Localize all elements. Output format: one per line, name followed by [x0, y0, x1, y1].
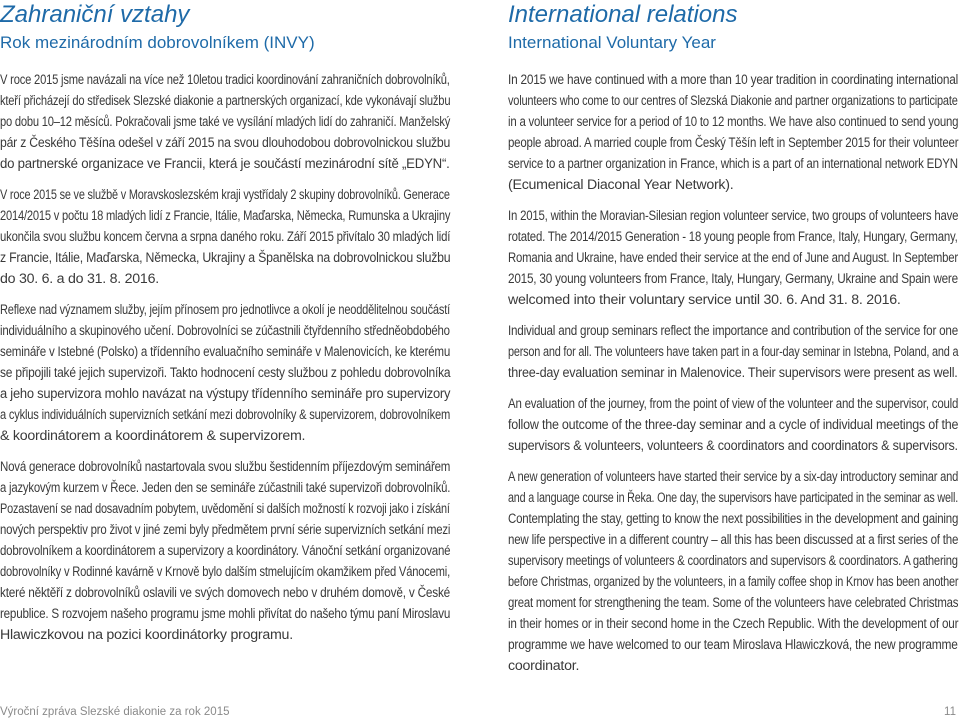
paragraph-line: person and for all. The volunteers have taken part in a four-day seminar in Istebna, Poland, and a [508, 344, 959, 360]
paragraph-line: V roce 2015 se ve službě v Moravskoslezském kraji vystřídaly 2 skupiny dobrovolníků. Generace [0, 187, 450, 203]
section-title-en: International relations [508, 1, 738, 28]
paragraph-line: kteří přicházejí do středisek Slezské diakonie a partnerských organizací, kde vykonávají službu [0, 93, 451, 109]
section-title-cz: Zahraniční vztahy [0, 1, 190, 28]
paragraph-line: before Christmas, organized by the volunteers, in a family coffee shop in Krnov has been another [508, 574, 959, 590]
paragraph-line: Reflexe nad významem služby, jejím přínosem pro jednotlivce a okolí je neoddělitelnou součástí [0, 302, 450, 318]
paragraph-line: 2014/2015 v počtu 18 mladých lidí z Francie, Itálie, Maďarska, Německa, Rumunska a Ukrajiny [0, 208, 451, 224]
paragraph-line: people abroad. A married couple from Český Těšín left in September 2015 for their volunteer [508, 135, 959, 151]
paragraph-line: In 2015 we have continued with a more than 10 year tradition in coordinating international [508, 72, 959, 88]
paragraph-line: do partnerské organizace ve Francii, která je součástí mezinárodní sítě „EDYN“. [0, 156, 450, 172]
paragraph-line: republice. S rozvojem našeho programu jsme mohli přivítat do našeho týmu paní Miroslavu [0, 606, 451, 622]
paragraph-line: po dobu 10–12 měsíců. Pokračovali jsme také ve vysílání mladých lidí do zahraničí. Manželský [0, 114, 451, 130]
paragraph-line: supervisors & volunteers, volunteers & coordinators and coordinators & supervisors. [508, 438, 958, 454]
paragraph-line: rotated. The 2014/2015 Generation - 18 young people from France, Italy, Hungary, Germany, [508, 229, 958, 245]
paragraph-line: Hlawiczkovou na pozici koordinátorky programu. [0, 627, 293, 643]
paragraph-line: 2015, 30 young volunteers from France, Italy, Hungary, Germany, Ukraine and Spain were [508, 271, 958, 287]
paragraph-line: A new generation of volunteers have started their service by a six-day introductory seminar and [508, 469, 959, 485]
paragraph-line: great moment for strengthening the team. Some of the volunteers have celebrated Christmas [508, 595, 959, 611]
paragraph-line: a jeho supervizora mohlo navázat na výstupy třídenního semináře pro supervizory [0, 386, 451, 402]
page-number: 11 [944, 706, 956, 718]
paragraph-line: pár z Českého Těšína odešel v září 2015 na svou dlouhodobou dobrovolnickou službu [0, 135, 451, 151]
paragraph-line: follow the outcome of the three-day seminar and a cycle of individual meetings of the [508, 417, 959, 433]
paragraph-line: three-day evaluation seminar in Malenovice. Their supervisors were present as well. [508, 365, 958, 381]
paragraph-line: dobrovolníky v Rodinné kavárně v Krnově bylo dalším stmelujícím okamžikem před Vánocemi, [0, 564, 450, 580]
paragraph-line: ukončila svou službu koncem června a srpna daného roku. Září 2015 přivítalo 30 mladých lidí [0, 229, 451, 245]
paragraph-line: & koordinátorem a koordinátorem & supervizorem. [0, 428, 306, 444]
paragraph-line: do 30. 6. a do 31. 8. 2016. [0, 271, 159, 287]
paragraph-line: které něktěří z dobrovolníků oslavili ve svých domovech nebo v druhém domově, v České [0, 585, 451, 601]
paragraph-line: z Francie, Itálie, Maďarska, Německa, Ukrajiny a Španělska na dobrovolnickou službu [0, 250, 451, 266]
paragraph-line: se připojili také jejich supervizoři. Takto hodnocení cesty službou z pohledu dobrovolníka [0, 365, 451, 381]
paragraph-line: coordinator. [508, 658, 580, 674]
paragraph-line: a jazykovým kurzem v Řece. Jeden den se semináře zúčastnili také supervizoři dobrovolníků. [0, 480, 451, 496]
paragraph-line: Nová generace dobrovolníků nastartovala svou službu šestidenním příjezdovým seminářem [0, 459, 451, 475]
paragraph-line: volunteers who come to our centres of Slezská Diakonie and partner organizations to participate [508, 93, 958, 109]
paragraph-line: new life perspective in a different country – all this has been discussed at a first series of the [508, 532, 959, 548]
paragraph-line: Contemplating the stay, getting to know the next possibilities in the development and gaining [508, 511, 959, 527]
paragraph-line: and a language course in Řeka. One day, the supervisors have participated in the seminar as well. [508, 490, 958, 506]
section-subtitle-en: International Voluntary Year [508, 33, 716, 52]
paragraph-line: programme we have welcomed to our team Miroslava Hlawiczková, the new programme [508, 637, 958, 653]
paragraph-line: Pozastavení se nad dosavadním pobytem, uvědomění si dalších možností k rozvoji jako i získání [0, 501, 450, 517]
paragraph-line: in their homes or in their second home in the Czech Republic. With the development of our [508, 616, 959, 632]
paragraph-line: In 2015, within the Moravian-Silesian region volunteer service, two groups of volunteers have [508, 208, 959, 224]
paragraph-line: supervisory meetings of volunteers & coordinators and supervisors & coordinators. A gathering [508, 553, 958, 569]
paragraph-line: nových perspektiv pro život v jiné zemi byly předmětem první série supervizních setkání mezi [0, 522, 451, 538]
paragraph-line: V roce 2015 jsme navázali na více než 10letou tradici koordinování zahraničních dobrovolníků, [0, 72, 450, 88]
section-subtitle-cz: Rok mezinárodním dobrovolníkem (INVY) [0, 33, 315, 52]
paragraph-line: welcomed into their voluntary service until 30. 6. And 31. 8. 2016. [508, 292, 901, 308]
paragraph-line: in a volunteer service for a period of 10 to 12 months. We have also continued to send young [508, 114, 959, 130]
paragraph-line: a cyklus individuálních supervizních setkání mezi dobrovolníky & supervizorem, dobrovolníkem [0, 407, 451, 423]
paragraph-line: service to a partner organization in France, which is a part of an international network EDYN [508, 156, 958, 172]
paragraph-line: dobrovolníkem a koordinátorem a supervizory a koordinátory. Vánoční setkání organizované [0, 543, 451, 559]
paragraph-line: individuálního a skupinového učení. Dobrovolníci se zúčastnili čtyřdenního středněobdobého [0, 323, 450, 339]
paragraph-line: An evaluation of the journey, from the point of view of the volunteer and the supervisor, could [508, 396, 959, 412]
paragraph-line: semináře v Istebné (Polsko) a třídenního evaluačního semináře v Malenovicích, ke kterému [0, 344, 451, 360]
paragraph-line: Romania and Ukraine, have ended their service at the end of June and August. In September [508, 250, 958, 266]
footer-report-title: Výroční zpráva Slezské diakonie za rok 2015 [0, 706, 230, 718]
paragraph-line: (Ecumenical Diaconal Year Network). [508, 177, 734, 193]
paragraph-line: Individual and group seminars reflect the importance and contribution of the service for one [508, 323, 958, 339]
